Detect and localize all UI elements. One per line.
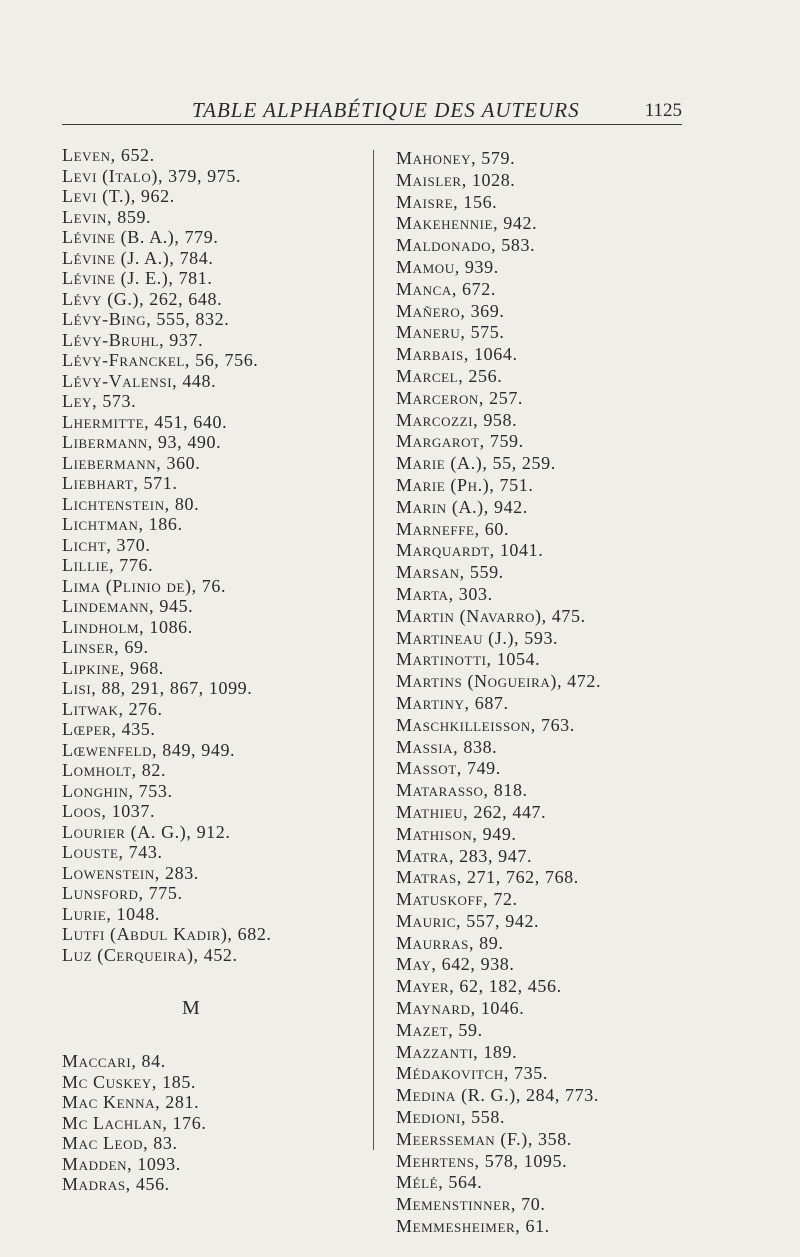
index-entry: Marquardt, 1041. bbox=[396, 540, 544, 561]
index-entry: Massia, 838. bbox=[396, 736, 498, 757]
index-entry: Marceron, 257. bbox=[396, 387, 524, 408]
index-entry: Mac Kenna, 281. bbox=[62, 1092, 200, 1112]
index-entry: Liebhart, 571. bbox=[62, 473, 178, 493]
index-entry: Mehrtens, 578, 1095. bbox=[396, 1150, 568, 1171]
index-entry: Martin (Navarro), 475. bbox=[396, 605, 586, 626]
index-entry: Makehennie, 942. bbox=[396, 213, 538, 234]
index-entry: Maccari, 84. bbox=[62, 1051, 166, 1071]
index-entry: Maschkilleisson, 763. bbox=[396, 714, 575, 735]
index-entry: Ley, 573. bbox=[62, 391, 137, 411]
index-entry: Marin (A.), 942. bbox=[396, 496, 528, 517]
index-entry: Louste, 743. bbox=[62, 842, 163, 862]
left-column bbox=[62, 145, 362, 1195]
index-entry: Licht, 370. bbox=[62, 534, 151, 555]
index-entry: Linser, 69. bbox=[62, 637, 149, 657]
index-entry: Maldonado, 583. bbox=[396, 235, 536, 256]
index-entry: Medina (R. G.), 284, 773. bbox=[396, 1085, 599, 1106]
index-entry: Matra, 283, 947. bbox=[396, 845, 533, 866]
index-entry: Martinotti, 1054. bbox=[396, 649, 541, 670]
index-entry: Lurie, 1048. bbox=[62, 903, 161, 924]
index-entry: Lœwenfeld, 849, 949. bbox=[62, 739, 236, 760]
page-header bbox=[62, 96, 682, 125]
index-entry: Mc Lachlan, 176. bbox=[62, 1112, 207, 1133]
index-entry: Madden, 1093. bbox=[62, 1153, 181, 1174]
index-entry: Martiny, 687. bbox=[396, 692, 509, 713]
index-entry: Maisre, 156. bbox=[396, 191, 498, 212]
page-title: TABLE ALPHABÉTIQUE DES AUTEURS bbox=[192, 98, 580, 122]
index-entry: Lunsford, 775. bbox=[62, 883, 183, 903]
index-entry: Mathieu, 262, 447. bbox=[396, 801, 547, 822]
index-entry: Mac Leod, 83. bbox=[62, 1133, 178, 1153]
index-entry: Medioni, 558. bbox=[396, 1107, 506, 1128]
index-entry: Loos, 1037. bbox=[62, 801, 156, 821]
index-entry: Lisi, 88, 291, 867, 1099. bbox=[62, 678, 253, 698]
index-entry: Marcel, 256. bbox=[396, 365, 503, 386]
index-entry: Mahoney, 579. bbox=[396, 148, 516, 168]
index-entry: Maisler, 1028. bbox=[396, 169, 516, 190]
page-number: 1125 bbox=[644, 100, 682, 121]
index-entry: Mélé, 564. bbox=[396, 1172, 483, 1193]
index-entry: Maneru, 575. bbox=[396, 322, 505, 343]
index-entry: Madras, 456. bbox=[62, 1174, 170, 1194]
index-entry: Lomholt, 82. bbox=[62, 760, 167, 780]
index-entry: Médakovitch, 735. bbox=[396, 1063, 548, 1084]
index-entry: Martineau (J.), 593. bbox=[396, 627, 559, 648]
index-entry: Margarot, 759. bbox=[396, 431, 524, 452]
index-entry: Marie (Ph.), 751. bbox=[396, 474, 534, 495]
index-entry: Mathison, 949. bbox=[396, 823, 517, 844]
index-entry: Lichtenstein, 80. bbox=[62, 493, 200, 514]
index-entry: Luz (Cerqueira), 452. bbox=[62, 944, 238, 965]
index-entry: Lévy-Valensi, 448. bbox=[62, 370, 217, 391]
index-entry: Marneffe, 60. bbox=[396, 518, 510, 539]
index-entry: Lévine (B. A.), 779. bbox=[62, 227, 219, 247]
index-entry: Massot, 749. bbox=[396, 758, 501, 779]
right-column bbox=[396, 148, 686, 1238]
index-entry: Memenstinner, 70. bbox=[396, 1194, 546, 1215]
left-entries-l bbox=[62, 145, 362, 965]
index-entry: Lindholm, 1086. bbox=[62, 616, 193, 637]
index-entry: Manca, 672. bbox=[396, 278, 496, 299]
index-entry: Lutfi (Abdul Kadir), 682. bbox=[62, 924, 272, 944]
index-entry: Marsan, 559. bbox=[396, 562, 504, 583]
index-entry: Mamou, 939. bbox=[396, 256, 499, 277]
column-divider bbox=[373, 150, 374, 1150]
index-entry: Lindemann, 945. bbox=[62, 596, 194, 616]
index-entry: Levi (T.), 962. bbox=[62, 186, 175, 206]
index-entry: Libermann, 93, 490. bbox=[62, 432, 222, 452]
index-entry: Mazzanti, 189. bbox=[396, 1041, 518, 1062]
index-entry: Mazet, 59. bbox=[396, 1019, 483, 1040]
index-entry: Litwak, 276. bbox=[62, 698, 163, 719]
index-entry: Lœper, 435. bbox=[62, 719, 156, 739]
index-entry: Mayer, 62, 182, 456. bbox=[396, 976, 562, 997]
index-entry: Marie (A.), 55, 259. bbox=[396, 453, 556, 474]
index-entry: Lhermitte, 451, 640. bbox=[62, 411, 228, 432]
index-entry: Lévy-Bing, 555, 832. bbox=[62, 309, 230, 329]
index-entry: Lévine (J. E.), 781. bbox=[62, 268, 213, 288]
index-entry: Liebermann, 360. bbox=[62, 452, 201, 473]
left-entries-m bbox=[62, 1051, 362, 1195]
index-entry: Lillie, 776. bbox=[62, 555, 154, 575]
index-entry: Lichtman, 186. bbox=[62, 514, 183, 534]
index-entry: May, 642, 938. bbox=[396, 954, 515, 975]
index-entry: Lévy-Bruhl, 937. bbox=[62, 329, 204, 350]
section-letter-m: M bbox=[182, 997, 200, 1019]
index-entry: Meersseman (F.), 358. bbox=[396, 1128, 572, 1149]
index-entry: Lévy (G.), 262, 648. bbox=[62, 288, 223, 309]
index-entry: Longhin, 753. bbox=[62, 780, 173, 801]
index-entry: Memmesheimer, 61. bbox=[396, 1216, 550, 1237]
index-entry: Levi (Italo), 379, 975. bbox=[62, 165, 242, 186]
index-entry: Matuskoff, 72. bbox=[396, 889, 518, 910]
index-entry: Lévy-Franckel, 56, 756. bbox=[62, 350, 259, 370]
index-entry: Lipkine, 968. bbox=[62, 657, 164, 678]
index-entry: Marta, 303. bbox=[396, 583, 493, 604]
index-entry: Mañero, 369. bbox=[396, 300, 505, 321]
index-entry: Lourier (A. G.), 912. bbox=[62, 821, 231, 842]
index-entry: Maynard, 1046. bbox=[396, 998, 525, 1019]
index-entry: Levin, 859. bbox=[62, 206, 152, 227]
index-entry: Marbais, 1064. bbox=[396, 344, 518, 365]
index-entry: Lévine (J. A.), 784. bbox=[62, 247, 214, 268]
index-entry: Mauric, 557, 942. bbox=[396, 910, 540, 931]
index-entry: Matarasso, 818. bbox=[396, 780, 528, 801]
index-entry: Mc Cuskey, 185. bbox=[62, 1071, 197, 1092]
index-entry: Marcozzi, 958. bbox=[396, 409, 518, 430]
index-entry: Martins (Nogueira), 472. bbox=[396, 671, 602, 692]
index-entry: Lima (Plinio de), 76. bbox=[62, 575, 227, 596]
index-entry: Maurras, 89. bbox=[396, 932, 504, 953]
index-entry: Matras, 271, 762, 768. bbox=[396, 867, 579, 888]
index-entry: Lowenstein, 283. bbox=[62, 862, 199, 883]
index-entry: Leven, 652. bbox=[62, 145, 155, 165]
